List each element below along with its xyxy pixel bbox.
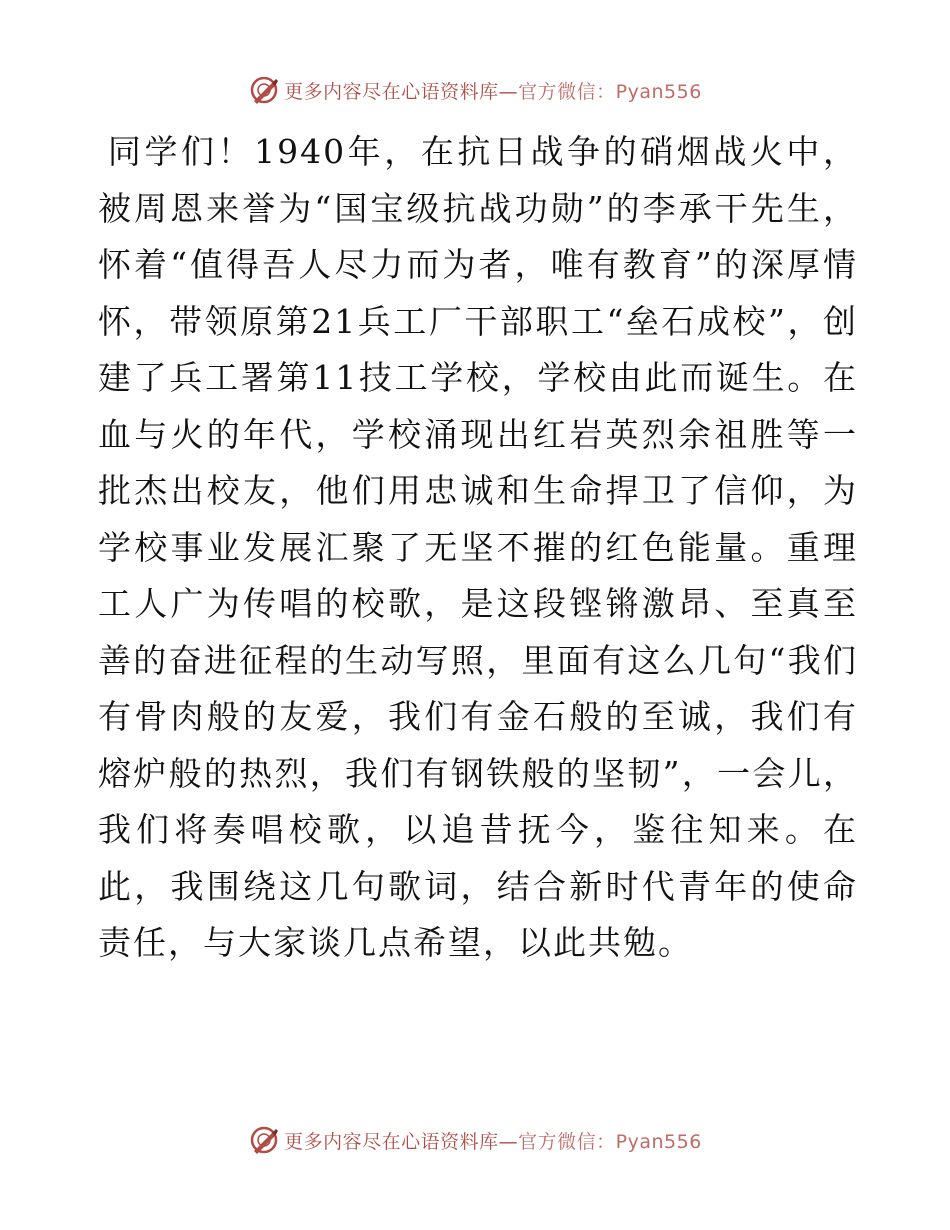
- pen-logo-icon: [248, 74, 280, 106]
- footer-watermark: [0, 1120, 950, 1160]
- header-watermark: [0, 70, 950, 110]
- document-body: [98, 124, 858, 972]
- pen-logo-icon: [248, 1124, 280, 1156]
- watermark-contact: 官方微信：Pyan556: [518, 80, 702, 103]
- watermark-text: 更多内容尽在心语资料库—官方微信：Pyan556: [284, 80, 702, 103]
- watermark-contact: 官方微信：Pyan556: [518, 1130, 702, 1153]
- body-paragraph: 同学们！1940年，在抗日战争的硝烟战火中，被周恩来誉为“国宝级抗战功勋”的李承干先生，怀着“值得吾人尽力而为者，唯有教育”的深厚情怀，带领原第21兵工厂干部职工“垒石成校”，创建了兵工署第11技工学校，学校由此而诞生。在血与火的年代，学校涌现出红岩英烈余祖胜等一批杰出校友，他们用忠诚和生命捍卫了信仰，为学校事业发展汇聚了无坚不摧的红色能量。重理工人广为传唱的校歌，是这段铿锵激昂、至真至善的奋进征程的生动写照，里面有这么几句“我们有骨肉般的友爱，我们有金石般的至诚，我们有熔炉般的热烈，我们有钢铁般的坚韧”，一会儿，我们将奏唱校歌，以追昔抚今，鉴往知来。在此，我围绕这几句歌词，结合新时代青年的使命责任，与大家谈几点希望，以此共勉。: [98, 132, 858, 962]
- watermark-text: 更多内容尽在心语资料库—官方微信：Pyan556: [284, 1130, 702, 1153]
